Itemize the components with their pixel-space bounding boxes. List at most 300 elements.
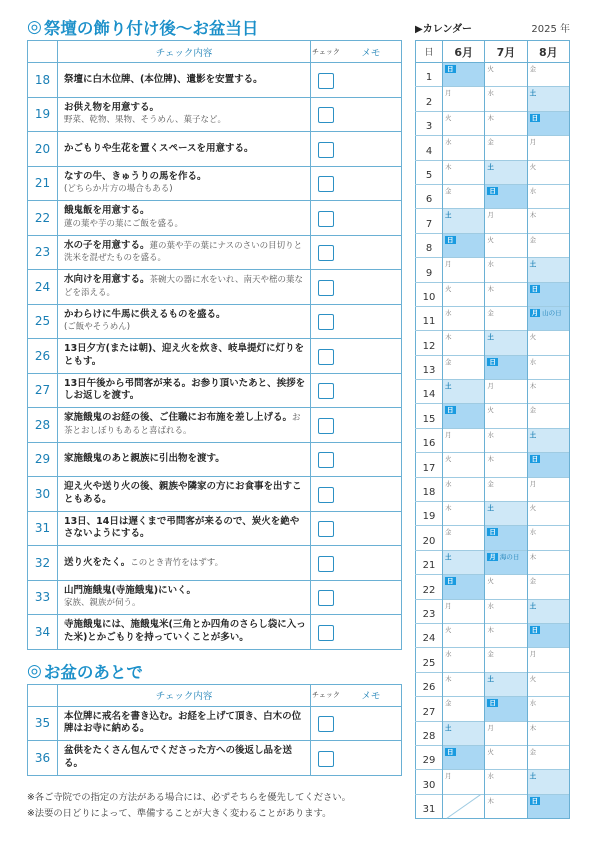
calendar-row [416,502,570,526]
weekday-label: 水 [445,138,452,147]
weekday-label: 木 [529,382,537,391]
weekday-label: 火 [529,162,537,171]
row-subtext: (どちらか片方の場合もある) [63,184,173,195]
calendar-cell [485,404,527,428]
calendar-cell [485,526,527,550]
row-text: 13日午後から弔問客が来る。お参り頂いたあと、挨拶をしお返しを渡す。 [63,377,306,402]
weekday-label: 木 [445,504,452,513]
calendar-cell [527,233,569,257]
weekday-label: 月 [487,382,494,391]
calendar-date: 25 [416,648,443,672]
checklist-row [28,339,402,374]
row-text-cell [57,741,310,776]
row-text-cell [57,63,310,98]
weekday-label: 木 [529,723,537,732]
calendar-cell [527,428,569,452]
calendar-cell [485,770,527,794]
row-text: 山門施餓鬼(寺施餓鬼)にいく。 [63,584,196,596]
weekday-label: 水 [487,260,494,269]
calendar-date: 26 [416,672,443,696]
calendar-cell [485,355,527,379]
memo-cell[interactable] [341,373,402,408]
check-cell [311,63,341,98]
check-cell [311,132,341,167]
row-text: 13日夕方(または朝)、迎え火を炊き、岐阜提灯に灯りをともす。 [63,343,304,367]
calendar-cell [443,428,485,452]
calendar-date: 4 [416,136,443,160]
checklist-row [28,201,402,236]
check-cell [311,442,341,477]
calendar-cell [485,63,527,87]
memo-cell[interactable] [341,235,402,270]
weekday-label: 日 [447,65,454,73]
memo-cell[interactable] [341,442,402,477]
calendar-date: 2 [416,87,443,111]
checkbox[interactable] [318,211,334,227]
calendar-cell [443,184,485,208]
calendar-cell [485,331,527,355]
section-title-text: 祭壇の飾り付け後〜お盆当日 [43,19,259,38]
weekday-label: 土 [529,601,537,610]
calendar-date: 12 [416,331,443,355]
calendar-cell [443,160,485,184]
weekday-label: 金 [529,747,537,756]
calendar-cell [443,770,485,794]
weekday-label: 金 [529,577,537,586]
calendar-cell [485,160,527,184]
checkbox[interactable] [318,383,334,399]
weekday-label: 火 [445,113,452,122]
weekday-label: 木 [445,333,452,342]
weekday-label: 火 [487,577,494,586]
calendar-date: 23 [416,599,443,623]
weekday-label: 月 [445,260,452,269]
calendar-cell [443,306,485,330]
calendar-row [416,87,570,111]
weekday-label: 土 [487,162,494,171]
calendar-date: 1 [416,63,443,87]
row-text: 盆供をたくさん包んでくださった方への後返し品を送る。 [63,745,292,769]
notes [27,790,351,822]
checkbox[interactable] [318,751,334,767]
calendar-cell [527,111,569,135]
calendar-row [416,721,570,745]
memo-cell[interactable] [341,132,402,167]
note-line: ※各ご寺院での指定の方法がある場合には、必ずそちらを優先してください。 [27,792,351,803]
calendar-row [416,550,570,574]
calendar-cell [443,111,485,135]
calendar-cell [485,111,527,135]
calendar-cell [527,87,569,111]
check-cell [311,615,341,650]
checklist-row [28,511,402,546]
memo-cell[interactable] [341,63,402,98]
memo-cell[interactable] [341,97,402,132]
header-check-content: チェック内容 [57,41,310,63]
header-check: チェック [311,41,341,63]
calendar-cell [485,136,527,160]
memo-cell[interactable] [341,408,402,443]
calendar-date: 24 [416,623,443,647]
calendar-cell [527,599,569,623]
calendar-cell [485,550,527,574]
row-text: 13日、14日は遅くまで弔問客が来るので、炭火を絶やさないようにする。 [63,515,300,540]
weekday-label: 月 [487,211,494,220]
row-text-cell [57,270,310,305]
row-text-cell [57,706,310,741]
weekday-label: 木 [487,113,494,122]
weekday-label: 日 [489,357,496,366]
row-text: 本位牌に戒名を書き込む。お経を上げて頂き、白木の位牌はお寺に納める。 [63,710,302,735]
row-text: 迎え火や送り火の後、親族や隣家の方にお食事を出すこともある。 [63,481,302,505]
weekday-label: 火 [487,235,494,244]
row-text: 祭壇に白木位牌、(本位牌)、遺影を安置する。 [63,73,263,85]
row-number: 21 [28,166,58,201]
weekday-label: 日 [489,699,496,708]
weekday-label: 木 [487,455,494,464]
row-number: 19 [28,97,58,132]
calendar-cell [485,721,527,745]
calendar-cell [485,794,527,818]
check-cell [311,235,341,270]
memo-cell[interactable] [341,580,402,615]
calendar-row [416,770,570,794]
checkbox[interactable] [318,142,334,158]
weekday-label: 火 [445,455,452,464]
calendar-year: 2025 年 [531,23,570,35]
calendar-cell [527,721,569,745]
calendar-date: 10 [416,282,443,306]
note-line: ※法要の日どりによって、準備することが大きく変わることがあります。 [27,808,332,819]
calendar-cell [485,306,527,330]
calendar-row [416,258,570,282]
checklist-row [28,373,402,408]
row-text-cell [57,408,310,443]
checkbox[interactable] [318,349,334,365]
calendar-cell [443,672,485,696]
row-text: 水向けを用意する。 [63,274,150,286]
calendar-row [416,136,570,160]
memo-cell[interactable] [341,706,402,741]
checklist-row [28,63,402,98]
checklist-row [28,132,402,167]
memo-cell[interactable] [341,511,402,546]
calendar-cell [443,526,485,550]
calendar-cell [485,184,527,208]
weekday-label: 火 [487,747,494,756]
calendar-cell [443,648,485,672]
calendar-cell [485,575,527,599]
calendar-row [416,453,570,477]
section-title-2 [27,658,402,684]
check-cell [311,511,341,546]
row-number: 35 [28,706,58,741]
calendar-row [416,331,570,355]
weekday-label: 金 [487,650,494,659]
weekday-label: 土 [445,211,452,220]
calendar-cell [485,599,527,623]
calendar-date: 16 [416,428,443,452]
row-number: 34 [28,615,58,650]
calendar-cell [443,63,485,87]
memo-cell[interactable] [341,741,402,776]
weekday-label: 火 [487,406,494,415]
circle-mark-icon: ◎ [27,660,42,681]
check-cell [311,373,341,408]
row-number: 26 [28,339,58,374]
weekday-label: 木 [529,211,537,220]
weekday-label: 木 [487,284,494,293]
row-text: 家施餓鬼のあと親族に引出物を渡す。 [63,453,225,464]
weekday-label: 水 [445,308,452,317]
calendar-cell [485,502,527,526]
check-cell [311,304,341,339]
weekday-label: 月 [445,772,452,781]
calendar-cell [527,648,569,672]
checklist-table-1 [27,40,402,650]
memo-cell[interactable] [341,339,402,374]
calendar-date: 31 [416,794,443,818]
row-number: 30 [28,477,58,512]
calendar-cell [485,453,527,477]
weekday-label: 日 [489,528,496,537]
checklist-row [28,442,402,477]
calendar-row [416,697,570,721]
row-text: 餓鬼飯を用意する。 [63,205,150,217]
row-text-cell [57,166,310,201]
calendar-cell [443,404,485,428]
weekday-label: 日 [447,577,454,586]
calendar-cell [527,160,569,184]
weekday-label: 月 [529,479,537,488]
calendar-row [416,477,570,501]
weekday-label: 木 [445,674,452,683]
calendar-date: 28 [416,721,443,745]
calendar-cell [485,745,527,769]
calendar-row [416,794,570,818]
checklist-row [28,97,402,132]
row-number: 18 [28,63,58,98]
weekday-label: 土 [487,333,494,342]
calendar-cell [485,477,527,501]
section-title-1 [27,14,402,40]
circle-mark-icon: ◎ [27,17,42,37]
memo-cell[interactable] [341,477,402,512]
row-text: 寺施餓鬼には、施餓鬼米(三角とか四角のさらし袋に入った米)とかごもりを持っていくことが多い。 [63,619,306,643]
weekday-label: 金 [487,479,494,488]
calendar-row [416,306,570,330]
row-text-cell [57,580,310,615]
checklist-row [28,304,402,339]
calendar-cell [527,697,569,721]
row-text-cell [57,511,310,546]
checkbox[interactable] [318,314,334,330]
calendar-date: 22 [416,575,443,599]
calendar-cell [443,331,485,355]
weekday-label: 金 [529,406,537,415]
weekday-label: 土 [445,552,452,561]
check-cell [311,408,341,443]
row-number: 28 [28,408,58,443]
checklist-row [28,546,402,581]
calendar-date: 9 [416,258,443,282]
row-number: 32 [28,546,58,581]
calendar-cell [527,404,569,428]
check-cell [311,166,341,201]
weekday-label: 土 [487,674,494,683]
memo-cell[interactable] [341,304,402,339]
weekday-label: 土 [529,89,537,98]
row-number: 23 [28,235,58,270]
calendar-cell [443,794,485,818]
calendar-cell [527,136,569,160]
calendar-date: 7 [416,209,443,233]
row-number: 24 [28,270,58,305]
weekday-label: 水 [529,528,537,537]
calendar-cell [443,136,485,160]
calendar-cell [443,453,485,477]
weekday-label: 木 [487,625,494,634]
row-subtext: 家族、親族が伺う。 [63,598,141,609]
check-cell [311,201,341,236]
calendar-row [416,233,570,257]
checkbox[interactable] [318,625,334,641]
checkbox[interactable] [318,418,334,434]
calendar-cell [485,672,527,696]
row-text-cell [57,477,310,512]
weekday-label: 金 [487,308,494,317]
row-number: 20 [28,132,58,167]
calendar-date: 29 [416,745,443,769]
calendar-date: 5 [416,160,443,184]
checkbox[interactable] [318,107,334,123]
weekday-label: 金 [529,65,537,73]
calendar-day-header: 日 [416,41,443,63]
calendar-date: 20 [416,526,443,550]
weekday-label: 月 [531,308,539,317]
calendar-month-header: 7月 [485,41,527,63]
calendar-cell [527,502,569,526]
calendar-date: 13 [416,355,443,379]
calendar-date: 11 [416,306,443,330]
holiday-label: 海の日 [499,552,520,561]
weekday-label: 日 [531,625,539,634]
weekday-label: 火 [529,674,537,683]
calendar-cell [527,672,569,696]
weekday-label: 日 [531,113,539,122]
weekday-label: 水 [445,650,452,659]
weekday-label: 水 [445,479,452,488]
calendar-cell [443,87,485,111]
calendar-cell [527,575,569,599]
weekday-label: 火 [529,333,537,342]
holiday-label: 山の日 [542,308,562,317]
calendar-cell [443,721,485,745]
calendar-month-header: 6月 [443,41,485,63]
calendar-header [415,14,570,40]
weekday-label: 火 [445,284,452,293]
header-memo: メモ [341,684,402,706]
weekday-label: 木 [529,552,537,561]
checkbox[interactable] [318,487,334,503]
weekday-label: 火 [487,65,494,73]
calendar-row [416,282,570,306]
calendar-cell [443,209,485,233]
weekday-label: 火 [445,625,452,634]
row-text-cell [57,304,310,339]
weekday-label: 日 [531,796,539,805]
memo-cell[interactable] [341,166,402,201]
memo-cell[interactable] [341,270,402,305]
checklist-row [28,706,402,741]
calendar-row [416,599,570,623]
calendar-row [416,575,570,599]
checkbox[interactable] [318,590,334,606]
row-number: 31 [28,511,58,546]
checkbox[interactable] [318,521,334,537]
row-text: なすの牛、きゅうりの馬を作る。 [63,170,207,182]
row-text-cell [57,132,310,167]
calendar-date: 21 [416,550,443,574]
weekday-label: 日 [447,235,454,244]
calendar-row [416,355,570,379]
memo-cell[interactable] [341,546,402,581]
calendar-cell [527,770,569,794]
checkbox[interactable] [318,280,334,296]
calendar-date: 14 [416,380,443,404]
weekday-label: 水 [529,357,537,366]
calendar-date: 27 [416,697,443,721]
check-cell [311,706,341,741]
weekday-label: 土 [529,430,537,439]
checkbox[interactable] [318,245,334,261]
calendar-cell [443,623,485,647]
row-subtext: (ご飯やそうめん) [63,322,131,333]
header-check: チェック [311,684,341,706]
checkbox[interactable] [318,556,334,572]
row-subtext: 茶碗大の器に水をいれ、南天や樒の葉などを添える。 [63,275,303,298]
calendar-cell [443,575,485,599]
calendar-date: 30 [416,770,443,794]
calendar-cell [527,380,569,404]
weekday-label: 金 [529,235,537,244]
calendar-cell [527,623,569,647]
calendar-row [416,111,570,135]
calendar-cell [527,209,569,233]
checkbox[interactable] [318,176,334,192]
checkbox[interactable] [318,452,334,468]
memo-cell[interactable] [341,615,402,650]
calendar-cell [443,697,485,721]
row-subtext: このとき青竹をはずす。 [130,557,224,568]
calendar-cell [485,282,527,306]
calendar-cell [485,648,527,672]
check-cell [311,477,341,512]
weekday-label: 月 [445,601,452,610]
checkbox[interactable] [318,73,334,89]
weekday-label: 金 [487,138,494,147]
row-text-cell [57,201,310,236]
memo-cell[interactable] [341,201,402,236]
calendar-cell [527,184,569,208]
row-text: 家施餓鬼のお経の後、ご住職にお布施を差し上げる。 [63,412,292,424]
row-number: 22 [28,201,58,236]
checklist-row [28,741,402,776]
row-subtext: 蓮の葉や芋の葉にナスのさいの目切りと洗米を混ぜたものを盛る。 [63,240,303,264]
checkbox[interactable] [318,716,334,732]
row-subtext: 蓮の葉や芋の葉にご飯を盛る。 [63,218,183,229]
checklist-row [28,615,402,650]
